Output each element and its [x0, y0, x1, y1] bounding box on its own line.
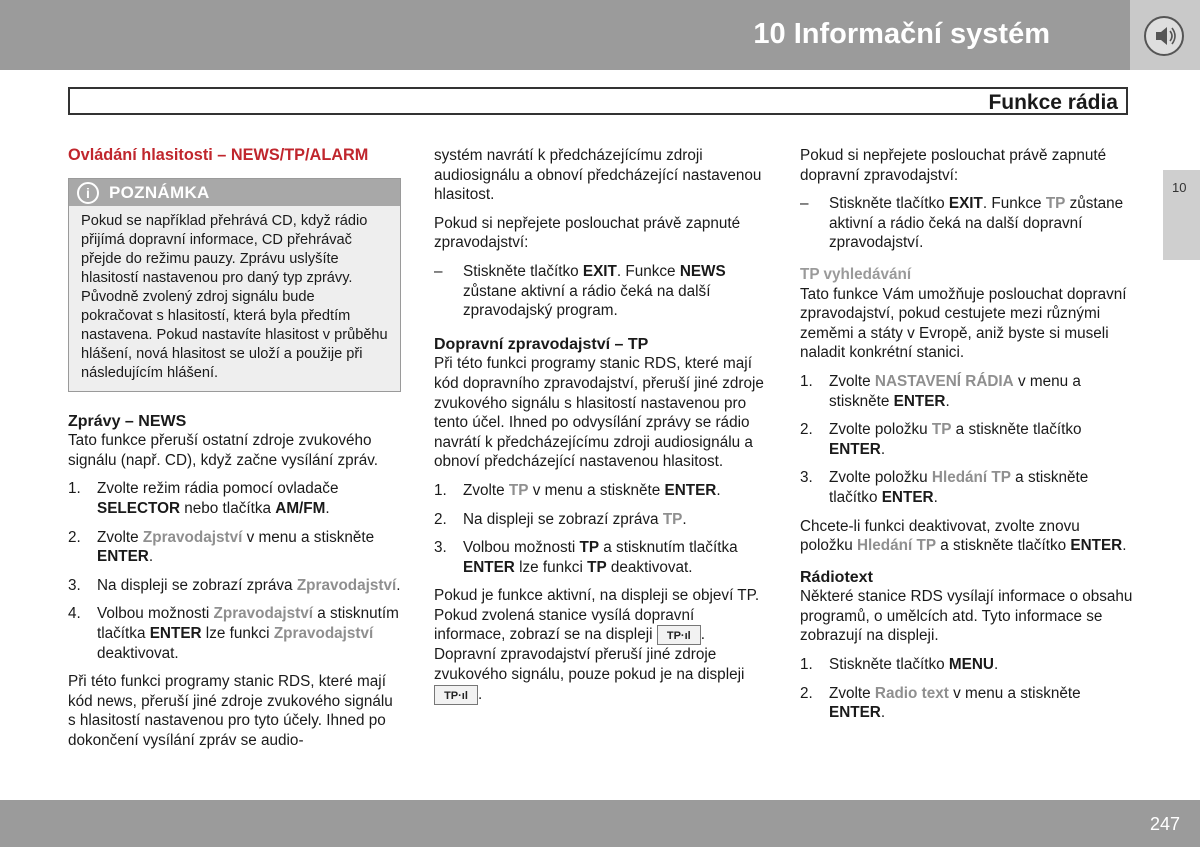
radiotext-heading: Rádiotext	[800, 568, 873, 586]
section-bar	[68, 87, 1128, 115]
tp-heading: Dopravní zpravodajství – TP	[434, 335, 649, 353]
tp-intro: Při této funkci programy stanic RDS, které mají kód dopravního zpravodajství, přeruší jiné zdroje zvukového signálu s hlasitostí nastavenou pro tento účel. Ihned po odvysílání zprávy se rádio navrátí k předcházejícímu zdroji audiosignálu a obnoví předcházející nastavenou hlasitost.	[434, 355, 764, 471]
tp-search-heading: TP vyhledávání	[800, 265, 912, 283]
page-footer	[0, 800, 1200, 847]
list-item: 1. Stiskněte tlačítko MENU.	[800, 656, 999, 674]
list-item: 1. Zvolte TP v menu a stiskněte ENTER.	[434, 481, 721, 499]
list-item: 2. Zvolte Radio text v menu a stiskněte ENTER.	[800, 684, 1081, 722]
list-item: – Stiskněte tlačítko EXIT. Funkce NEWS zůstane aktivní a rádio čeká na další zpravodajský program.	[434, 262, 726, 320]
column-2	[434, 146, 768, 714]
tp-display-icon: TP·ıl	[434, 685, 478, 705]
page-header	[0, 0, 1130, 70]
list-item: 3. Na displeji se zobrazí zpráva Zpravodajství.	[68, 576, 401, 594]
tp-display-icon: TP·ıl	[657, 625, 701, 645]
list-item: 2. Na displeji se zobrazí zpráva TP.	[434, 510, 687, 528]
page-number: 247	[1149, 814, 1180, 834]
note-box	[68, 178, 401, 392]
list-item: 4. Volbou možnosti Zpravodajství a stisknutím tlačítka ENTER lze funkci Zpravodajství deaktivovat.	[68, 605, 399, 662]
news-heading: Zprávy – NEWS	[68, 412, 187, 430]
deactivate-text: Chcete-li funkci deaktivovat, zvolte znovu položku Hledání TP a stiskněte tlačítko ENTER.	[800, 517, 1127, 555]
continued-text: systém navrátí k předcházejícímu zdroji audiosignálu a obnoví předcházející nastavenou hlasitost.	[434, 147, 762, 204]
list-item: 1. Zvolte NASTAVENÍ RÁDIA v menu a stiskněte ENTER.	[800, 372, 1081, 410]
no-listen-news: Pokud si nepřejete poslouchat právě zapnuté zpravodajství:	[434, 214, 741, 252]
radiotext-intro: Některé stanice RDS vysílají informace o obsahu programů, o umělcích atd. Tyto informace se zobrazují na displeji.	[800, 588, 1133, 645]
list-item: 3. Volbou možnosti TP a stisknutím tlačítka ENTER lze funkci TP deaktivovat.	[434, 539, 738, 576]
list-item: 2. Zvolte Zpravodajství v menu a stiskněte ENTER.	[68, 528, 375, 566]
note-title: POZNÁMKA	[109, 182, 210, 202]
note-text: Pokud se například přehrává CD, když rádio přijímá dopravní informace, CD přehrávač přejde do režimu pauzy. Zprávu uslyšíte hlasitostí nastavenou pro daný typ zprávy. Původně zvolený zdroj signálu bude pokračovat s hlasitostí, která byla předtím nastavena. Pokud nastavíte hlasitost v průběhu hlášení, nová hlasitost se uloží a použije při následujícím hlášení.	[69, 206, 400, 391]
news-intro: Tato funkce přeruší ostatní zdroje zvukového signálu (např. CD), když začne vysílání zpráv.	[68, 432, 379, 469]
tp-active-text: Pokud je funkce aktivní, na displeji se objeví TP. Pokud zvolená stanice vysílá dopravní informace, zobrazí se na displeji TP·ıl . Dopravní zpravodajství přeruší jiné zdroje zvukového signálu, pouze pokud je na displeji TP·ıl .	[434, 587, 760, 703]
chapter-title: 10 Informační systém	[753, 18, 1050, 50]
chapter-tab-number: 10	[1172, 180, 1187, 195]
column-3	[800, 146, 1134, 732]
list-item: 3. Zvolte položku Hledání TP a stiskněte tlačítko ENTER.	[800, 469, 1089, 506]
tp-search-intro: Tato funkce Vám umožňuje poslouchat dopravní zpravodajství, pokud cestujete mezi různými zeměmi a státy v Evropě, aniž byste si museli naladit konkrétní stanici.	[800, 285, 1127, 362]
list-item: – Stiskněte tlačítko EXIT. Funkce TP zůstane aktivní a rádio čeká na další dopravní zpravodajství.	[800, 195, 1124, 252]
no-listen-tp: Pokud si nepřejete poslouchat právě zapnuté dopravní zpravodajství:	[800, 147, 1107, 184]
section-title: Funkce rádia	[988, 91, 1118, 114]
note-header	[69, 179, 400, 206]
chapter-tab	[1163, 170, 1200, 260]
info-icon: i	[77, 182, 99, 204]
chapter-icon-box	[1130, 0, 1200, 70]
speaker-icon	[1144, 16, 1184, 56]
rds-news-text: Při této funkci programy stanic RDS, které mají kód news, přeruší jiné zdroje zvukového signálu s hlasitostí nastavenou pro tyto účely. Ihned po dokončení vysílání zpráv se audio-	[68, 673, 393, 749]
list-item: 2. Zvolte položku TP a stiskněte tlačítko ENTER.	[800, 421, 1082, 458]
volume-heading: Ovládání hlasitosti – NEWS/TP/ALARM	[68, 146, 369, 164]
column-1	[68, 146, 401, 760]
list-item: 1. Zvolte režim rádia pomocí ovladače SELECTOR nebo tlačítka AM/FM.	[68, 480, 339, 517]
